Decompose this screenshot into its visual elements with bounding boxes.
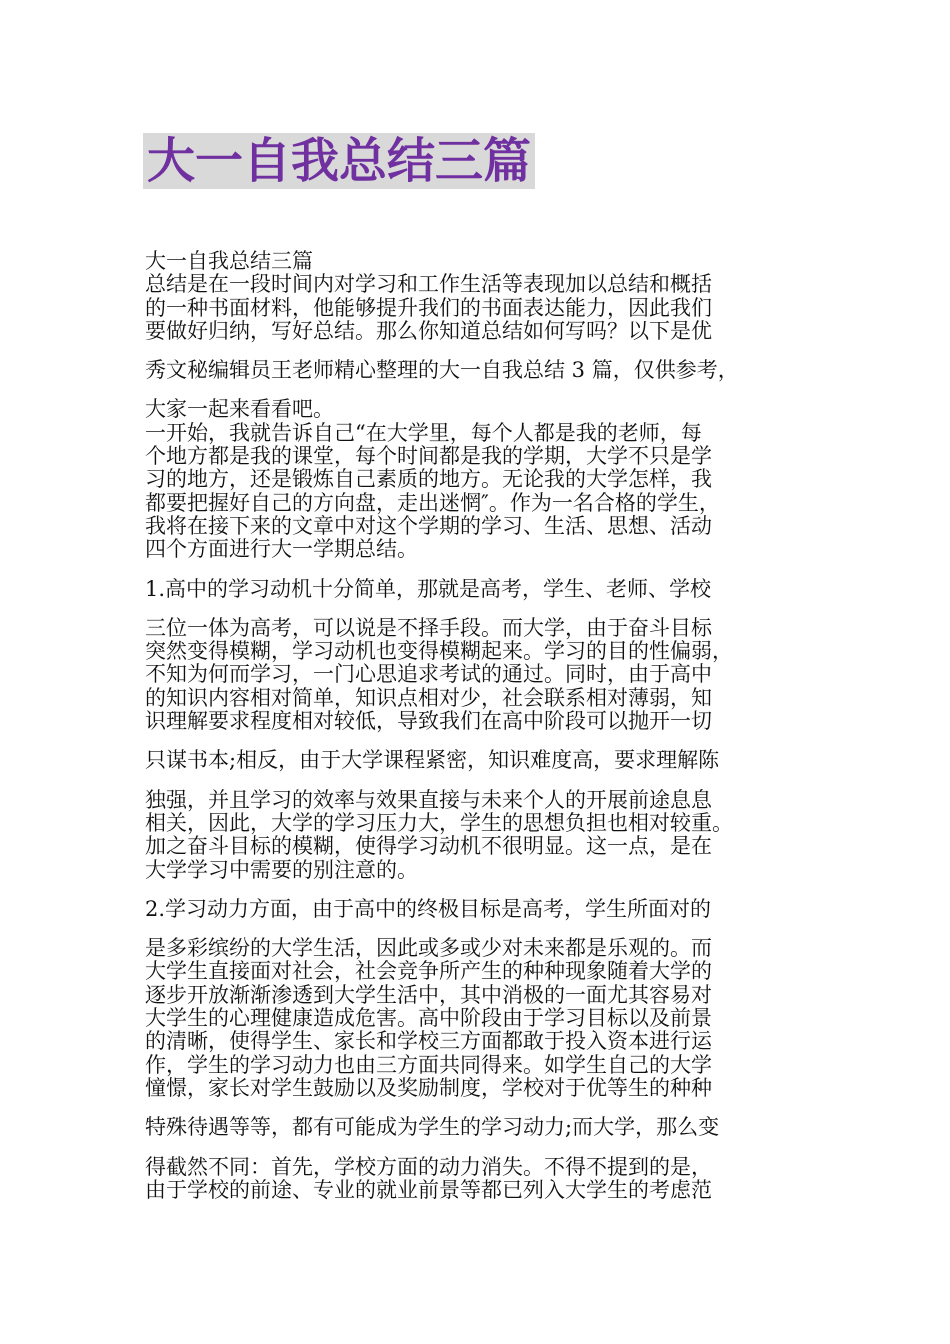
text-line: 总结是在一段时间内对学习和工作生活等表现加以总结和概括 <box>145 272 712 297</box>
text-line: 1.高中的学习动机十分简单，那就是高考，学生、老师、学校 <box>145 576 712 601</box>
text-line: 只谋书本;相反，由于大学课程紧密，知识难度高，要求理解陈 <box>145 748 720 773</box>
text-line: 逐步开放渐渐渗透到大学生活中，其中消极的一面尤其容易对 <box>145 982 712 1007</box>
text-line: 相关，因此，大学的学习压力大，学生的思想负担也相对较重。 <box>145 810 733 835</box>
text-line: 的一种书面材料，他能够提升我们的书面表达能力，因此我们 <box>145 295 712 320</box>
text-line: 加之奋斗目标的模糊，使得学习动机不很明显。这一点，是在 <box>145 834 712 859</box>
text-line: 憧憬，家长对学生鼓励以及奖励制度，学校对于优等生的种种 <box>145 1075 712 1100</box>
text-line: 特殊待遇等等，都有可能成为学生的学习动力;而大学，那么变 <box>145 1115 720 1140</box>
text-line: 习的地方，还是锻炼自己素质的地方。无论我的大学怎样，我 <box>145 467 712 492</box>
text-line: 作，学生的学习动力也由三方面共同得来。如学生自己的大学 <box>145 1052 712 1077</box>
text-line: 三位一体为高考，可以说是不择手段。而大学，由于奋斗目标 <box>145 615 712 640</box>
text-line: 2.学习动力方面，由于高中的终极目标是高考，学生所面对的 <box>145 896 712 921</box>
text-line: 的知识内容相对简单，知识点相对少，社会联系相对薄弱，知 <box>145 685 712 710</box>
document-title: 大一自我总结三篇 <box>143 133 535 189</box>
text-line: 个地方都是我的课堂，每个时间都是我的学期，大学不只是学 <box>145 444 712 469</box>
text-line: 秀文秘编辑员王老师精心整理的大一自我总结 3 篇，仅供参考， <box>145 358 739 383</box>
text-line: 我将在接下来的文章中对这个学期的学习、生活、思想、活动 <box>145 513 712 538</box>
text-line: 一开始，我就告诉自己“在大学里，每个人都是我的老师，每 <box>145 420 702 445</box>
text-line: 突然变得模糊，学习动机也变得模糊起来。学习的目的性偏弱， <box>145 639 733 664</box>
text-line: 四个方面进行大一学期总结。 <box>145 537 418 562</box>
text-line: 是多彩缤纷的大学生活，因此或多或少对未来都是乐观的。而 <box>145 936 712 961</box>
text-line: 得截然不同：首先，学校方面的动力消失。不得不提到的是， <box>145 1154 712 1179</box>
text-line: 都要把握好自己的方向盘，走出迷惘″。作为一名合格的学生， <box>145 490 720 515</box>
text-line: 大学生的心理健康造成危害。高中阶段由于学习目标以及前景 <box>145 1006 712 1031</box>
text-line: 大学学习中需要的别注意的。 <box>145 857 418 882</box>
text-line: 要做好归纳，写好总结。那么你知道总结如何写吗？以下是优 <box>145 318 712 343</box>
text-line: 独强，并且学习的效率与效果直接与未来个人的开展前途息息 <box>145 787 712 812</box>
text-line: 大家一起来看看吧。 <box>145 397 334 422</box>
text-line: 大学生直接面对社会，社会竞争所产生的种种现象随着大学的 <box>145 959 712 984</box>
text-line: 的清晰，使得学生、家长和学校三方面都敢于投入资本进行运 <box>145 1029 712 1054</box>
text-line: 大一自我总结三篇 <box>145 249 313 273</box>
text-line: 识理解要求程度相对较低，导致我们在高中阶段可以抛开一切 <box>145 709 712 734</box>
text-line: 不知为何而学习，一门心思追求考试的通过。同时，由于高中 <box>145 662 712 687</box>
text-line: 由于学校的前途、专业的就业前景等都已列入大学生的考虑范 <box>145 1177 712 1202</box>
document-body <box>145 250 825 1202</box>
